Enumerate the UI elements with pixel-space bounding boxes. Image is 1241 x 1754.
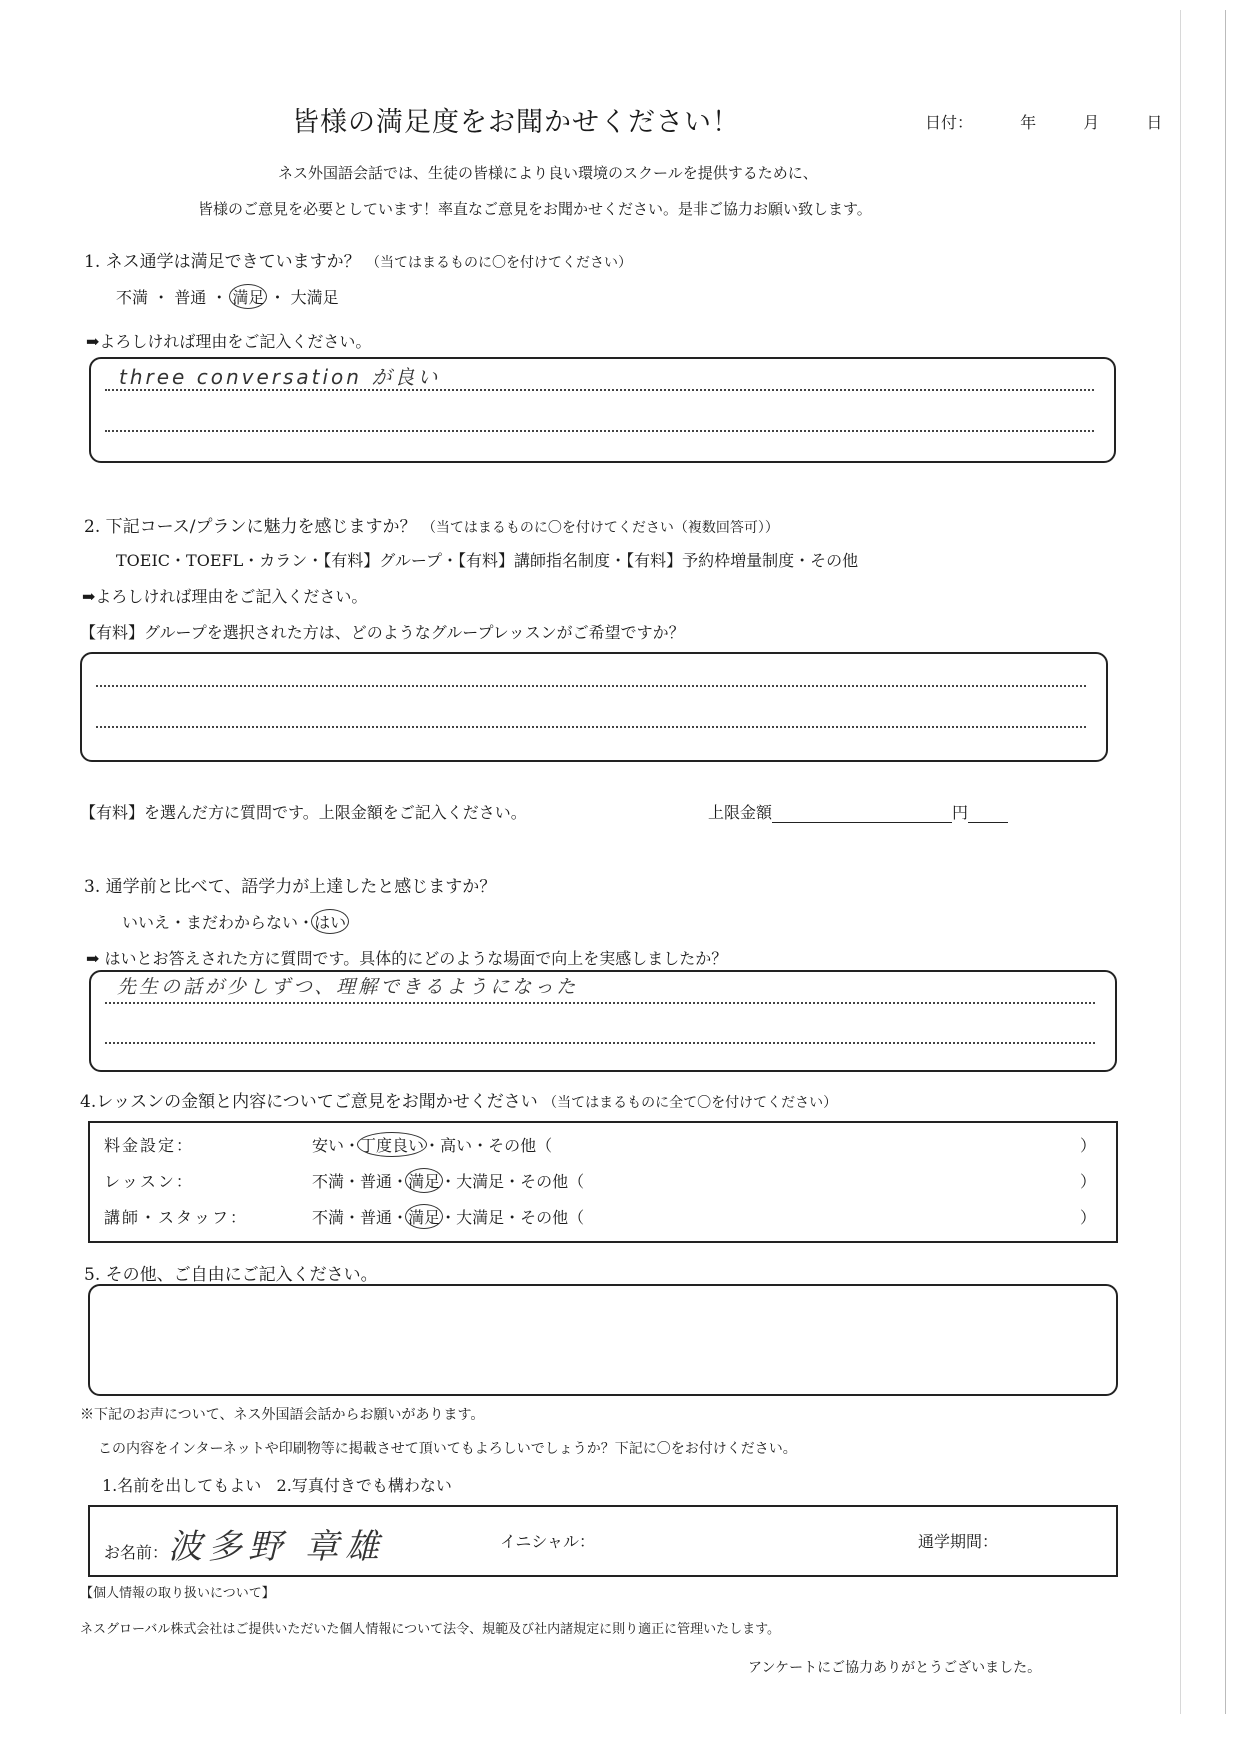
- q4-note: （当てはまるものに全て〇を付けてください）: [543, 1095, 838, 1111]
- q1-answer-box[interactable]: [89, 357, 1116, 463]
- arrow-right-icon: ➡: [82, 587, 96, 606]
- q4-option-other[interactable]: その他（: [520, 1172, 585, 1191]
- q1-reason-prompt: [86, 329, 371, 352]
- q3-option[interactable]: いいえ: [122, 913, 171, 932]
- answer-line: [105, 430, 1094, 432]
- q4-question: レッスンの金額と内容についてご意見をお聞かせください: [96, 1092, 538, 1112]
- q4-option-selected[interactable]: 満足: [405, 1204, 443, 1229]
- q4-option-other[interactable]: その他（: [488, 1136, 553, 1155]
- q2-option[interactable]: その他: [810, 551, 859, 570]
- privacy-heading: 【個人情報の取り扱いについて】: [80, 1586, 275, 1601]
- q1-option[interactable]: 大満足: [290, 288, 339, 307]
- row-label: 料金設定：: [104, 1136, 195, 1155]
- q3-heading: [84, 872, 496, 897]
- publish-question: この内容をインターネットや印刷物等に掲載させて頂いてもよろしいでしょうか？下記に〇をお付けください。: [98, 1441, 797, 1457]
- publish-option-photo[interactable]: 2.写真付きでも構わない: [276, 1476, 452, 1495]
- arrow-right-icon: ➡: [86, 332, 100, 351]
- q2-option[interactable]: カラン: [259, 551, 308, 570]
- q1-note: （当てはまるものに〇を付けてください）: [366, 255, 633, 271]
- period-field: [918, 1529, 998, 1552]
- q1-reason-text: よろしければ理由をご記入ください。: [99, 332, 372, 351]
- q4-rating-table: [88, 1121, 1118, 1243]
- q2-paid-prompt: 【有料】を選んだ方に質問です。上限金額をご記入ください。: [80, 803, 527, 822]
- intro-line-2: 皆様のご意見を必要としています！率直なご意見をお聞かせください。是非ご協力お願い致します。: [198, 200, 872, 218]
- q2-heading: [84, 512, 779, 537]
- name-field: [104, 1519, 385, 1568]
- answer-line: [105, 1002, 1095, 1004]
- q4-heading: [80, 1087, 837, 1112]
- q4-option[interactable]: 大満足: [456, 1208, 505, 1227]
- close-paren: ）: [1079, 1172, 1096, 1191]
- q1-option[interactable]: 普通: [174, 288, 207, 307]
- publish-option-name[interactable]: 1.名前を出してもよい: [102, 1476, 262, 1495]
- q3-followup-text: はいとお答えされた方に質問です。具体的にどのような場面で向上を実感しましたか？: [104, 949, 728, 968]
- row-label: レッスン：: [104, 1172, 194, 1191]
- q4-row-staff: [104, 1199, 1102, 1233]
- q4-option-other[interactable]: その他（: [520, 1208, 585, 1227]
- date-label: 日付：: [925, 113, 974, 132]
- name-label: お名前：: [104, 1543, 169, 1562]
- q4-option[interactable]: 不満: [312, 1172, 345, 1191]
- q4-row-lesson: [104, 1163, 1102, 1197]
- limit-label: 上限金額: [708, 803, 773, 822]
- q2-limit-field: [708, 800, 1008, 823]
- q4-option-selected[interactable]: 満足: [405, 1168, 443, 1193]
- page-title: 皆様の満足度をお聞かせください！: [292, 107, 740, 138]
- q1-answer-text: three conversation が良い: [119, 365, 441, 389]
- q2-number: 2.: [84, 517, 101, 537]
- q3-number: 3.: [84, 877, 101, 897]
- limit-input[interactable]: [772, 804, 952, 823]
- row-label: 講師・スタッフ：: [104, 1208, 249, 1227]
- q2-option[interactable]: TOEFL: [186, 551, 244, 570]
- answer-line: [96, 726, 1086, 728]
- q4-option[interactable]: 普通: [360, 1172, 393, 1191]
- q2-answer-box[interactable]: [80, 652, 1108, 762]
- q3-followup-prompt: [86, 946, 727, 969]
- scan-artifact-line: [1225, 10, 1226, 1714]
- name-box: [88, 1505, 1118, 1577]
- initial-label: イニシャル：: [500, 1532, 596, 1551]
- row-options: 安い・丁度良い・高い・その他（: [312, 1133, 552, 1156]
- q3-answer-box[interactable]: [89, 970, 1117, 1072]
- q3-question: 通学前と比べて、語学力が上達したと感じますか？: [105, 877, 497, 897]
- q1-option[interactable]: 不満: [116, 288, 149, 307]
- date-field: [925, 110, 1162, 133]
- date-day: 日: [1146, 113, 1163, 132]
- row-options: 不満・普通・満足・大満足・その他（: [312, 1205, 584, 1228]
- q5-question: その他、ご自由にご記入ください。: [105, 1265, 378, 1285]
- scan-artifact-line: [1180, 10, 1181, 1714]
- q1-question: ネス通学は満足できていますか？: [105, 252, 361, 272]
- thanks-message: アンケートにご協力ありがとうございました。: [748, 1660, 1042, 1676]
- q3-answer-text: 先生の話が少しずつ、理解できるようになった: [117, 976, 579, 998]
- q4-row-price: [104, 1127, 1102, 1161]
- period-label: 通学期間：: [918, 1532, 999, 1551]
- initial-field: [500, 1529, 595, 1552]
- q4-option[interactable]: 不満: [312, 1208, 345, 1227]
- q4-option[interactable]: 大満足: [456, 1172, 505, 1191]
- currency-label: 円: [952, 803, 969, 822]
- publish-options: [102, 1473, 452, 1496]
- q1-option-selected[interactable]: 満足: [229, 284, 267, 309]
- date-month: 月: [1083, 113, 1100, 132]
- limit-underline-tail: [968, 804, 1008, 823]
- q2-option[interactable]: 【有料】予約枠増量制度: [626, 551, 795, 570]
- q2-note: （当てはまるものに〇を付けてください（複数回答可））: [421, 520, 779, 536]
- answer-line: [96, 685, 1086, 687]
- q4-option-selected[interactable]: 丁度良い: [357, 1132, 427, 1157]
- q5-answer-box[interactable]: [88, 1284, 1118, 1396]
- q2-reason-prompt: [82, 584, 367, 607]
- q4-option[interactable]: 普通: [360, 1208, 393, 1227]
- q2-reason-text: よろしければ理由をご記入ください。: [95, 587, 368, 606]
- q3-options: いいえ・まだわからない・はい: [122, 910, 346, 933]
- q2-options: TOEIC・TOEFL・カラン・【有料】グループ・【有料】講師指名制度・【有料】予約枠増量制度・その他: [116, 551, 859, 570]
- privacy-text: ネスグローバル株式会社はご提供いただいた個人情報について法令、規範及び社内諸規定に則り適正に管理いたします。: [80, 1622, 781, 1637]
- q2-option[interactable]: TOEIC: [116, 551, 171, 570]
- close-paren: ）: [1079, 1208, 1096, 1227]
- q4-option[interactable]: 高い: [440, 1136, 473, 1155]
- publish-note: ※下記のお声について、ネス外国語会話からお願いがあります。: [80, 1407, 485, 1423]
- q4-number: 4.: [80, 1092, 97, 1112]
- close-paren: ）: [1079, 1136, 1096, 1155]
- q2-question: 下記コース/プランに魅力を感じますか？: [105, 517, 417, 537]
- q2-option[interactable]: 【有料】講師指名制度: [458, 551, 611, 570]
- q1-number: 1.: [84, 252, 101, 272]
- q1-heading: [84, 247, 632, 272]
- name-value[interactable]: 波多野 章雄: [168, 1527, 385, 1567]
- q2-group-prompt: 【有料】グループを選択された方は、どのようなグループレッスンがご希望ですか？: [80, 623, 685, 642]
- row-options: 不満・普通・満足・大満足・その他（: [312, 1169, 584, 1192]
- q1-options: 不満 ・ 普通 ・ 満足 ・ 大満足: [116, 285, 339, 308]
- q5-heading: [84, 1260, 378, 1285]
- q3-option[interactable]: まだわからない: [186, 913, 299, 932]
- answer-line: [105, 1042, 1095, 1044]
- q4-option[interactable]: 安い: [312, 1136, 345, 1155]
- arrow-right-icon: ➡: [86, 949, 100, 968]
- date-year: 年: [1020, 113, 1037, 132]
- intro-line-1: ネス外国語会話では、生徒の皆様により良い環境のスクールを提供するために、: [278, 164, 818, 182]
- q3-option-selected[interactable]: はい: [311, 909, 349, 934]
- q2-option[interactable]: 【有料】グループ: [323, 551, 443, 570]
- q5-number: 5.: [84, 1265, 101, 1285]
